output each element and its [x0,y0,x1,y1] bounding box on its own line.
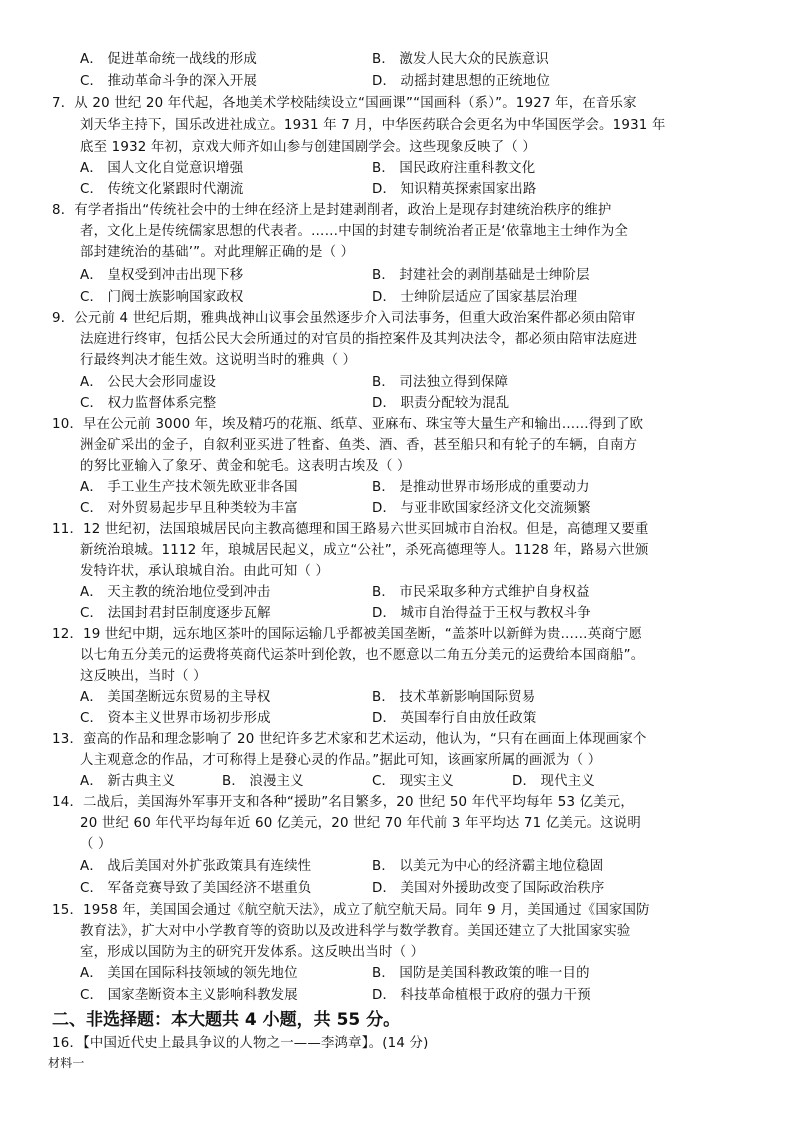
q8-stem-line: 者，文化上是传统儒家思想的代表者。……中国的封建专制统治者正是‘依靠地主士绅作为全 [80,224,629,239]
q12-stem-line: 12．19 世纪中期，远东地区茶叶的国际运输几乎都被美国垄断，“盖茶叶以新鲜为贵……英商宁愿 [52,627,643,642]
q6-option-a: A． 促进革命统一战线的形成 [80,52,257,67]
q15-option-c: C． 国家垄断资本主义影响科教发展 [80,988,298,1003]
q13-option-b: B． 浪漫主义 [222,774,304,789]
q8-option-c: C． 门阀士族影响国家政权 [80,290,244,305]
q14-option-a: A． 战后美国对外扩张政策具有连续性 [80,859,312,874]
q10-stem-line: 洲金矿采出的金子，自叙利亚买进了牲畜、鱼类、酒、香，甚至船只和有轮子的车辆，自南方 [80,438,638,453]
q13-stem-line: 13．蛮高的作品和理念影响了 20 世纪许多艺术家和艺术运动，他认为，“只有在画面上体现画家个 [52,732,647,747]
q11-option-c: C． 法国封君封臣制度逐步瓦解 [80,606,271,621]
q9-stem-line: 行最终判决才能生效。这说明当时的雅典（ ） [80,353,357,368]
q12-stem-line: 这反映出，当时（ ） [80,669,207,684]
q16-material-label: 材料一 [48,1056,85,1070]
q7-option-a: A． 国人文化自觉意识增强 [80,161,244,176]
q8-stem-line: 部封建统治的基础’”。对此理解正确的是（ ） [80,245,355,260]
q7-stem-line: 7．从 20 世纪 20 年代起，各地美术学校陆续设立“国画课”“国画科（系）”。1927 年，在音乐家 [52,96,637,111]
q8-option-d: D． 士绅阶层适应了国家基层治理 [372,290,578,305]
q14-option-c: C． 军备竞赛导致了美国经济不堪重负 [80,881,312,896]
q7-stem-line: 刘天华主持下，国乐改进社成立。1931 年 7 月，中华医药联合会更名为中华国医学会。1931 年 [80,118,666,133]
q13-option-c: C． 现实主义 [372,774,454,789]
q9-option-a: A． 公民大会形同虚设 [80,375,217,390]
q13-stem-line: 人主观意念的作品，才可称得上是發心灵的作品。”据此可知，该画家所属的画派为（ ） [80,753,602,768]
q14-option-d: D． 美国对外援助改变了国际政治秩序 [372,881,605,896]
q10-stem-line: 10．早在公元前 3000 年，埃及精巧的花瓶、纸草、亚麻布、珠宝等大量生产和输出……得到了欧 [52,417,644,432]
q7-option-b: B． 国民政府注重科教文化 [372,161,536,176]
section-heading: 二、非选择题：本大题共 4 小题，共 55 分。 [52,1010,401,1030]
q14-stem-line: 20 世纪 60 年代平均每年近 60 亿美元，20 世纪 70 年代前 3 年平均达 71 亿美元。这说明 [80,816,641,831]
q9-stem-line: 9．公元前 4 世纪后期，雅典战神山议事会虽然逐步介入司法事务，但重大政治案件都必须由陪审 [52,311,636,326]
q11-stem-line: 11．12 世纪初，法国琅城居民向主教高德理和国王路易六世买回城市自治权。但是，高德理又要重 [52,522,649,537]
q15-stem-line: 15．1958 年，美国国会通过《航空航天法》，成立了航空航天局。同年 9 月，美国通过《国家国防 [52,903,650,918]
q7-option-c: C． 传统文化紧跟时代潮流 [80,182,244,197]
q11-stem-line: 发特许状，承认琅城自治。由此可知（ ） [80,564,330,579]
q10-option-a: A． 手工业生产技术领先欧亚非各国 [80,480,298,495]
q6-option-b: B． 激发人民大众的民族意识 [372,52,549,67]
q12-option-d: D． 英国奉行自由放任政策 [372,711,537,726]
q11-option-d: D． 城市自治得益于王权与教权斗争 [372,606,591,621]
q10-stem-line: 的努比亚输入了象牙、黄金和鸵毛。这表明古埃及（ ） [80,459,411,474]
q15-option-d: D． 科技革命植根于政府的强力干预 [372,988,591,1003]
q10-option-c: C． 对外贸易起步早且种类较为丰富 [80,501,298,516]
q14-option-b: B． 以美元为中心的经济霸主地位稳固 [372,859,604,874]
q15-stem-line: 教育法》，扩大对中小学教育等的资助以及改进科学与数学教育。美国还建立了大批国家实验 [80,924,631,939]
q8-stem-line: 8．有学者指出“传统社会中的士绅在经济上是封建剥削者，政治上是现存封建统治秩序的维护 [52,203,612,218]
q12-option-b: B． 技术革新影响国际贸易 [372,690,536,705]
q7-stem-line: 底至 1932 年初，京戏大师齐如山参与创建国剧学会。这些现象反映了（ ） [80,140,536,155]
q7-option-d: D． 知识精英探索国家出路 [372,182,537,197]
q9-stem-line: 法庭进行终审，包括公民大会所通过的对官员的指控案件及其判决法令，都必须由陪审法庭进 [80,332,638,347]
q6-option-d: D． 动摇封建思想的正统地位 [372,74,551,89]
q13-option-d: D． 现代主义 [512,774,595,789]
q15-option-a: A． 美国在国际科技领域的领先地位 [80,966,298,981]
q12-option-c: C． 资本主义世界市场初步形成 [80,711,271,726]
q10-option-d: D． 与亚非欧国家经济文化交流频繁 [372,501,591,516]
q15-option-b: B． 国防是美国科教政策的唯一目的 [372,966,590,981]
q14-stem-line: （ ） [80,837,112,852]
q12-stem-line: 以七角五分美元的运费将英商代运茶叶到伦敦，也不愿意以二角五分美元的运费给本国商船”。 [80,648,645,663]
q14-stem-line: 14．二战后，美国海外军事开支和各种“援助”名目繁多，20 世纪 50 年代平均每年 53 亿美元， [52,795,634,810]
q8-option-a: A． 皇权受到冲击出现下移 [80,268,244,283]
q15-stem-line: 室，形成以国防为主的研究开发体系。这反映出当时（ ） [80,945,425,960]
q10-option-b: B． 是推动世界市场形成的重要动力 [372,480,590,495]
q8-option-b: B． 封建社会的剥削基础是士绅阶层 [372,268,590,283]
q11-stem-line: 新统治琅城。1112 年，琅城居民起义，成立“公社”，杀死高德理等人。1128 年，路易六世颁 [80,543,649,558]
q6-option-c: C． 推动革命斗争的深入开展 [80,74,258,89]
q9-option-c: C． 权力监督体系完整 [80,396,217,411]
q12-option-a: A． 美国垄断远东贸易的主导权 [80,690,271,705]
q9-option-b: B． 司法独立得到保障 [372,375,509,390]
q11-option-b: B． 市民采取多种方式维护自身权益 [372,585,590,600]
q13-option-a: A． 新古典主义 [80,774,176,789]
q9-option-d: D． 职责分配较为混乱 [372,396,510,411]
q11-option-a: A． 天主教的统治地位受到冲击 [80,585,271,600]
q16-title: 16．【中国近代史上最具争议的人物之一——李鸿章】。(14 分) [52,1036,429,1051]
